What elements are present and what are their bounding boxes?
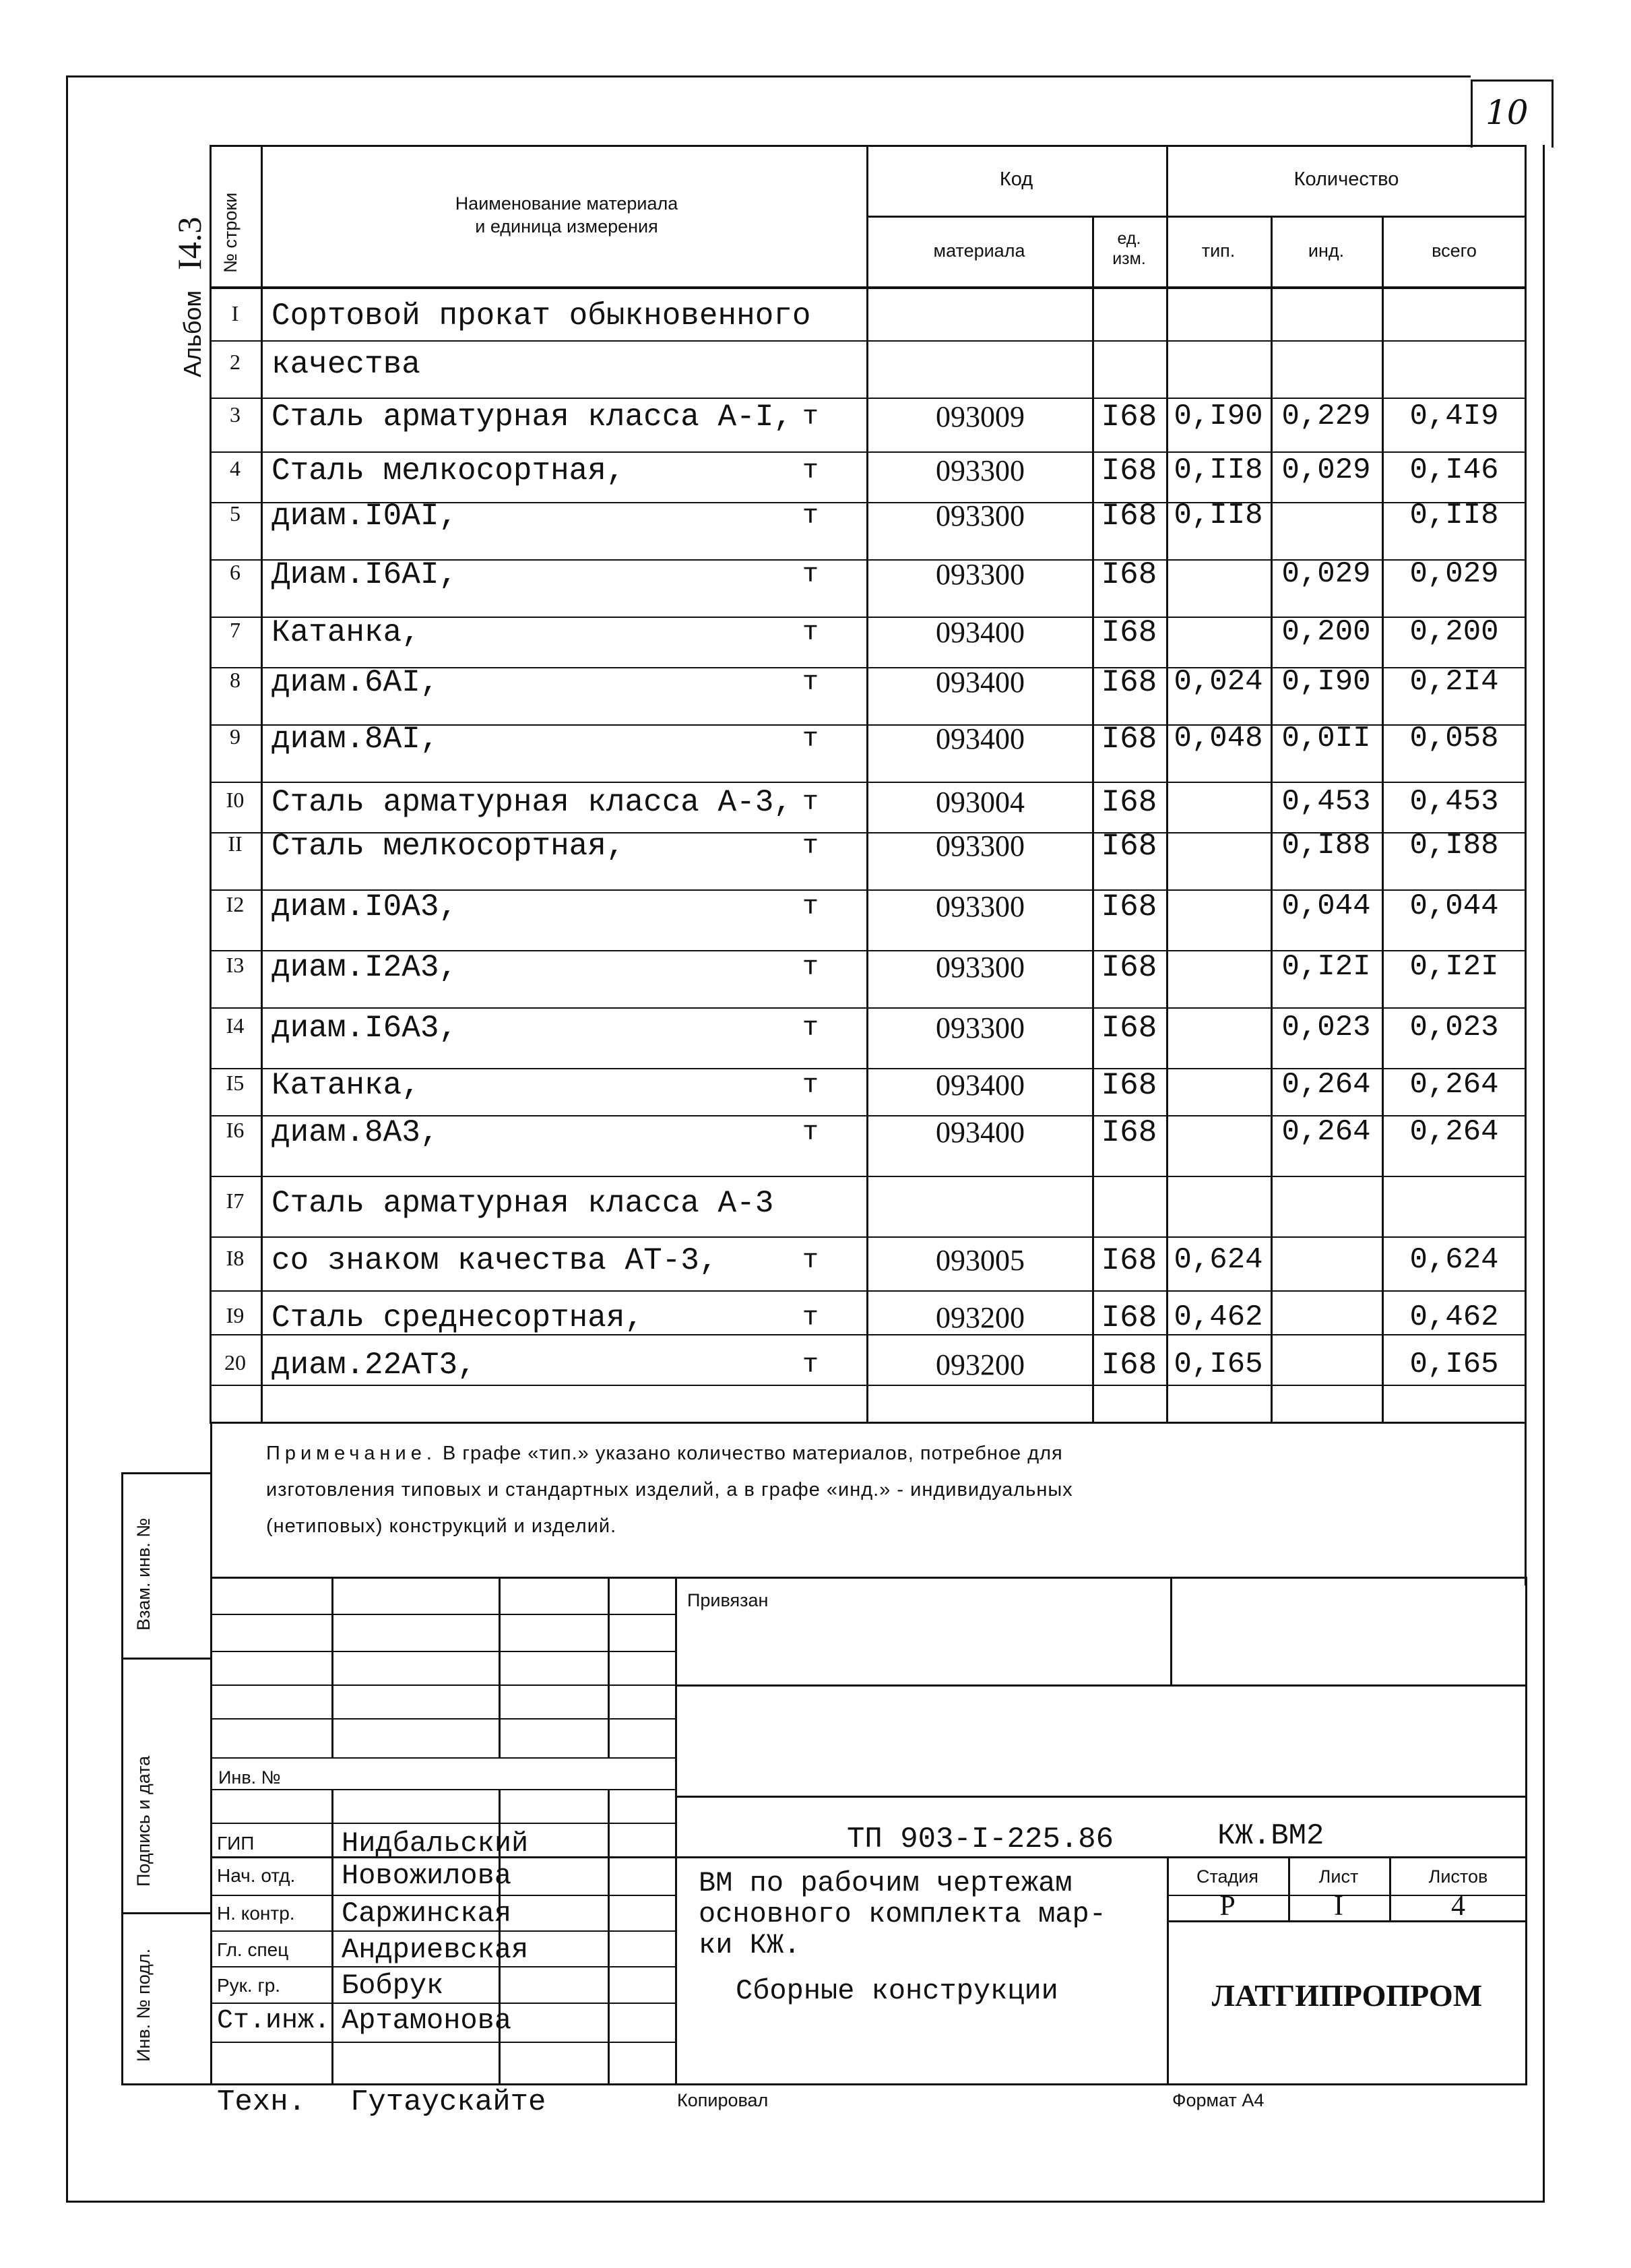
row-code: 093300	[936, 890, 1025, 923]
sheet-label: Лист	[1318, 1866, 1359, 1887]
row-code: 093300	[936, 558, 1025, 591]
row-name: Сталь арматурная класса А-3	[271, 1186, 774, 1221]
row-code: 093300	[936, 454, 1025, 487]
header-row-no: № строки	[220, 192, 241, 273]
row-total: 0,I46	[1409, 453, 1499, 487]
row-unit: т	[802, 1118, 819, 1148]
header-qty-ind: инд.	[1308, 241, 1345, 261]
header-qty-total: всего	[1432, 241, 1477, 261]
row-number: I3	[226, 953, 245, 977]
row-unit: т	[802, 456, 819, 486]
stamp-role: Нач. отд.	[217, 1865, 296, 1886]
row-unit: т	[802, 501, 819, 532]
row-name: Сталь среднесортная,	[271, 1300, 644, 1335]
row-number: I	[231, 301, 239, 325]
row-typ: 0,024	[1174, 665, 1263, 699]
row-code: 093300	[936, 1011, 1025, 1044]
row-ed: I68	[1101, 499, 1157, 534]
stamp-person-name: Андриевская	[342, 1934, 529, 1966]
row-name: качества	[271, 347, 420, 382]
label-inv-podl: Инв. № подл.	[133, 1948, 154, 2062]
row-name: Сталь арматурная класса А-3,	[271, 785, 792, 820]
row-typ: 0,I90	[1174, 400, 1263, 433]
header-qty-typ: тип.	[1201, 241, 1236, 261]
row-name: Катанка,	[271, 615, 420, 650]
row-ed: I68	[1101, 1243, 1157, 1278]
row-ed: I68	[1101, 453, 1157, 489]
row-name: диам.6AI,	[271, 665, 439, 700]
row-total: 0,453	[1409, 785, 1499, 819]
row-unit: т	[802, 1071, 819, 1101]
row-ind: 0,264	[1281, 1068, 1371, 1102]
row-unit: т	[802, 668, 819, 698]
stamp-person-name: Бобрук	[342, 1970, 444, 2002]
row-code: 093300	[936, 951, 1025, 984]
row-ind: 0,023	[1281, 1011, 1371, 1044]
row-name: диам.8A3,	[271, 1115, 439, 1150]
row-number: I7	[226, 1189, 245, 1213]
row-number: 4	[230, 456, 241, 480]
materials-table	[210, 145, 1527, 1424]
row-number: 7	[230, 618, 241, 642]
row-ed: I68	[1101, 665, 1157, 700]
doc-code: ТП 903-I-225.86	[847, 1823, 1114, 1856]
row-code: 093300	[936, 499, 1025, 532]
row-typ: 0,II8	[1174, 453, 1263, 487]
privyazan-label: Привязан	[687, 1590, 769, 1610]
row-code: 093400	[936, 666, 1025, 699]
row-unit: т	[802, 1303, 819, 1333]
row-ed: I68	[1101, 1115, 1157, 1150]
row-number: I2	[226, 892, 245, 916]
stamp-role: Рук. гр.	[217, 1975, 281, 1996]
stamp-person-name: Нидбальский	[342, 1827, 529, 1860]
row-ed: I68	[1101, 1068, 1157, 1103]
format-label: Формат А4	[1172, 2090, 1265, 2110]
row-number: I4	[226, 1013, 245, 1038]
row-name: диам.22АТ3,	[271, 1348, 476, 1383]
row-number: 6	[230, 560, 241, 584]
row-total: 0,2I4	[1409, 665, 1499, 699]
header-code-material: материала	[933, 241, 1025, 261]
row-ed: I68	[1101, 829, 1157, 864]
row-number: 2	[230, 350, 241, 374]
header-name: Наименование материала и единица измерения	[455, 193, 678, 237]
row-total: 0,029	[1409, 557, 1499, 591]
row-name: Сортовой прокат обыкновенного	[271, 298, 811, 334]
row-number: 3	[230, 402, 241, 427]
row-code: 093005	[936, 1244, 1025, 1277]
row-number: 20	[224, 1350, 246, 1375]
row-typ: 0,462	[1174, 1300, 1263, 1334]
row-ed: I68	[1101, 950, 1157, 985]
row-name: диам.I2A3,	[271, 950, 458, 985]
row-unit: т	[802, 788, 819, 818]
row-number: 8	[230, 668, 241, 692]
row-ed: I68	[1101, 615, 1157, 650]
row-number: I5	[226, 1071, 245, 1095]
row-number: I9	[226, 1303, 245, 1327]
row-total: 0,023	[1409, 1011, 1499, 1044]
row-ind: 0,029	[1281, 557, 1371, 591]
row-total: 0,462	[1409, 1300, 1499, 1334]
stamp-role: Ст.инж.	[217, 2006, 331, 2036]
label-vzam-inv: Взам. инв. №	[133, 1517, 154, 1631]
row-name: Катанка,	[271, 1068, 420, 1103]
row-number: I6	[226, 1118, 245, 1142]
row-ind: 0,264	[1281, 1115, 1371, 1149]
copied-label: Копировал	[677, 2090, 769, 2110]
sheets-label: Листов	[1428, 1866, 1488, 1887]
row-ind: 0,029	[1281, 453, 1371, 487]
row-ed: I68	[1101, 1300, 1157, 1335]
row-name: диам.I0AI,	[271, 499, 458, 534]
header-code-unit: ед. изм.	[1112, 229, 1146, 268]
row-code: 093200	[936, 1301, 1025, 1334]
row-name: со знаком качества АТ-3,	[271, 1243, 718, 1278]
row-code: 093009	[936, 400, 1025, 433]
row-unit: т	[802, 724, 819, 755]
note: Примечание. В графе «тип.» указано количество материалов, потребное для изготовления типовых и стандартных изделий, а в графе «инд.» - индивидуальных (нетиповых) конструкций и изделий.	[266, 1443, 1073, 1537]
row-typ: 0,624	[1174, 1243, 1263, 1277]
row-unit: т	[802, 953, 819, 983]
row-code: 093400	[936, 1069, 1025, 1102]
inv-no-label: Инв. №	[218, 1767, 281, 1788]
stamp-person-name: Артамонова	[342, 2005, 512, 2037]
sheets-value: 4	[1451, 1891, 1465, 1922]
sheet-value: I	[1334, 1891, 1343, 1922]
row-total: 0,4I9	[1409, 400, 1499, 433]
row-name: Диам.I6AI,	[271, 557, 458, 592]
page-number: 10	[1485, 93, 1529, 132]
row-code: 093004	[936, 786, 1025, 819]
header-qty: Количество	[1293, 168, 1399, 190]
row-unit: т	[802, 1246, 819, 1276]
row-ind: 0,0II	[1281, 722, 1371, 755]
row-unit: т	[802, 560, 819, 590]
row-total: 0,I65	[1409, 1348, 1499, 1381]
note-label: Примечание.	[266, 1443, 437, 1464]
row-unit: т	[802, 402, 819, 433]
row-ed: I68	[1101, 557, 1157, 592]
org-name: ЛАТГИПРОПРОМ	[1211, 1978, 1483, 2013]
row-unit: т	[802, 1013, 819, 1044]
row-number: 5	[230, 501, 241, 526]
row-code: 093400	[936, 722, 1025, 755]
row-ind: 0,200	[1281, 615, 1371, 649]
row-code: 093300	[936, 829, 1025, 862]
row-total: 0,I2I	[1409, 950, 1499, 984]
doc-mark: КЖ.ВМ2	[1217, 1819, 1324, 1853]
row-ed: I68	[1101, 889, 1157, 924]
tech-name: Гутаускайте	[350, 2085, 546, 2119]
row-ind: 0,I88	[1281, 829, 1371, 862]
row-total: 0,II8	[1409, 499, 1499, 532]
row-ed: I68	[1101, 785, 1157, 820]
label-podpis-data: Подпись и дата	[133, 1755, 154, 1887]
row-number: II	[228, 831, 243, 856]
row-ed: I68	[1101, 1011, 1157, 1046]
tech-role: Техн.	[217, 2085, 307, 2119]
row-total: 0,044	[1409, 889, 1499, 923]
row-ind: 0,I90	[1281, 665, 1371, 699]
stamp	[210, 1577, 1527, 2085]
row-name: диам.I6A3,	[271, 1011, 458, 1046]
row-name: диам.8AI,	[271, 722, 439, 757]
row-ed: I68	[1101, 1348, 1157, 1383]
row-typ: 0,I65	[1174, 1348, 1263, 1381]
row-number: I0	[226, 788, 245, 812]
header-code: Код	[999, 168, 1033, 190]
row-name: Сталь арматурная класса А-I,	[271, 400, 792, 435]
row-ind: 0,I2I	[1281, 950, 1371, 984]
row-ind: 0,229	[1281, 400, 1371, 433]
stage-value: Р	[1219, 1891, 1236, 1922]
row-ind: 0,044	[1281, 889, 1371, 923]
row-total: 0,624	[1409, 1243, 1499, 1277]
stamp-role: Гл. спец	[217, 1939, 289, 1960]
row-ed: I68	[1101, 400, 1157, 435]
stage-label: Стадия	[1196, 1866, 1259, 1887]
row-unit: т	[802, 618, 819, 648]
row-total: 0,264	[1409, 1115, 1499, 1149]
row-total: 0,058	[1409, 722, 1499, 755]
row-ind: 0,453	[1281, 785, 1371, 819]
album-label: Альбом I4.3	[170, 216, 208, 377]
row-code: 093400	[936, 616, 1025, 649]
stamp-role: ГИП	[217, 1833, 255, 1854]
row-number: 9	[230, 724, 241, 749]
row-name: Сталь мелкосортная,	[271, 453, 625, 489]
row-name: диам.I0A3,	[271, 889, 458, 924]
row-total: 0,I88	[1409, 829, 1499, 862]
row-number: I8	[226, 1246, 245, 1270]
doc-title: ВМ по рабочим чертежам основного комплекта мар- ки КЖ. Сборные конструкции	[699, 1867, 1106, 2007]
row-total: 0,264	[1409, 1068, 1499, 1102]
row-typ: 0,048	[1174, 722, 1263, 755]
row-code: 093400	[936, 1116, 1025, 1149]
stamp-person-name: Саржинская	[342, 1897, 512, 1930]
stamp-role: Н. контр.	[217, 1903, 295, 1924]
row-code: 093200	[936, 1348, 1025, 1381]
row-ed: I68	[1101, 722, 1157, 757]
row-total: 0,200	[1409, 615, 1499, 649]
row-typ: 0,II8	[1174, 499, 1263, 532]
stamp-person-name: Новожилова	[342, 1860, 512, 1892]
row-unit: т	[802, 1350, 819, 1381]
row-unit: т	[802, 831, 819, 862]
row-unit: т	[802, 892, 819, 922]
row-name: Сталь мелкосортная,	[271, 829, 625, 864]
